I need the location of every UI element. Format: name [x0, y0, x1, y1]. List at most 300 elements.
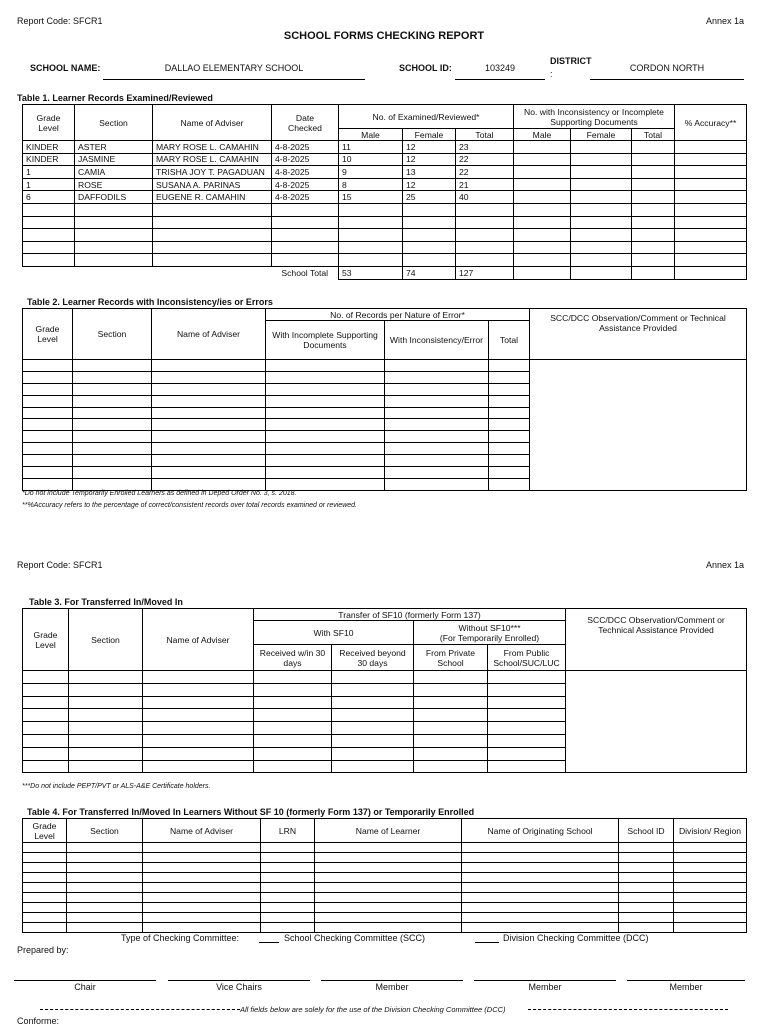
t3-table-row [23, 671, 747, 684]
t3-table-cell [143, 671, 254, 684]
dcc-note: All fields below are solely for the use of the Division Checking Committee (DCC) [240, 1005, 506, 1014]
t4-table-cell [315, 853, 462, 863]
t3-table-cell [69, 722, 143, 735]
t1-table-row [23, 141, 747, 154]
t1-header-inc-female: Female [571, 129, 632, 141]
t1-table-cell [571, 229, 632, 242]
t3-table-cell [69, 747, 143, 760]
t3-table-cell [414, 709, 488, 722]
t4-table-cell [674, 903, 747, 913]
t1-header-total: Total [456, 129, 514, 141]
t4-table-cell [462, 843, 619, 853]
t1-header-grade: Grade Level [23, 105, 75, 141]
t2-header-inconsistency: With Inconsistency/Error [385, 321, 489, 360]
t4-table-cell [143, 853, 261, 863]
t1-table-cell: CAMIA [75, 166, 153, 179]
t2-table-cell [266, 371, 385, 383]
t3-table-cell [488, 760, 566, 773]
t3-table-cell [254, 696, 332, 709]
t2-table-row [23, 360, 747, 372]
note-temporarily-enrolled: *Do not include Temporarily Enrolled Learners as defined in Deped Order No. 3, s. 2018. [22, 490, 297, 497]
t4-table-cell [462, 883, 619, 893]
t3-header-observation: SCC/DCC Observation/Comment or Technical Assistance Provided [566, 609, 747, 671]
t2-header-grade: Grade Level [23, 309, 73, 360]
table4 [22, 818, 747, 933]
t3-table-cell [143, 722, 254, 735]
committee-type-label: Type of Checking Committee: [121, 933, 240, 943]
t3-table-cell [143, 734, 254, 747]
t1-table-cell [514, 254, 571, 267]
t1-table-cell [339, 216, 403, 229]
committee-scc-option[interactable]: School Checking Committee (SCC) [284, 933, 426, 943]
t3-table-cell [69, 734, 143, 747]
t1-table-cell: 4-8-2025 [272, 141, 339, 154]
t2-table-cell [152, 395, 266, 407]
t1-table-cell [571, 216, 632, 229]
t3-table-cell [254, 709, 332, 722]
t1-table-cell: 15 [339, 191, 403, 204]
district-colon: : [550, 69, 553, 79]
t4-table-cell [67, 913, 143, 923]
t3-table-cell [254, 683, 332, 696]
t1-table-cell [675, 254, 747, 267]
t3-table-cell [254, 760, 332, 773]
t1-table-cell [675, 229, 747, 242]
t3-table-cell [143, 683, 254, 696]
t1-table-cell [23, 254, 75, 267]
t3-table-cell [69, 683, 143, 696]
t1-table-cell [75, 203, 153, 216]
t4-table-cell [674, 863, 747, 873]
t1-table-cell: EUGENE R. CAMAHIN [153, 191, 272, 204]
t4-table-cell [315, 893, 462, 903]
t2-table-cell [385, 443, 489, 455]
t4-table-row [23, 913, 747, 923]
t1-table-cell: JASMINE [75, 153, 153, 166]
t1-table-cell: SUSANA A. PARINAS [153, 178, 272, 191]
t3-table-cell [332, 709, 414, 722]
t3-table-cell [414, 671, 488, 684]
t1-table-row [23, 153, 747, 166]
t1-table-cell [571, 166, 632, 179]
t2-table-cell [489, 467, 530, 479]
t1-table-cell [403, 241, 456, 254]
t3-table-cell [332, 747, 414, 760]
t1-table-cell: 22 [456, 166, 514, 179]
t2-table-cell [23, 419, 73, 431]
t2-table-cell [23, 383, 73, 395]
t3-table-cell [23, 671, 69, 684]
t3-header-beyond-30: Received beyond 30 days [332, 645, 414, 671]
t4-table-cell [143, 843, 261, 853]
t2-table-cell [385, 395, 489, 407]
t4-table-cell [23, 923, 67, 933]
t1-table-cell [514, 229, 571, 242]
t1-school-total-label: School Total [272, 266, 339, 279]
t1-table-cell [632, 191, 675, 204]
t2-table-cell [266, 467, 385, 479]
t4-table-row [23, 853, 747, 863]
t2-observation-box[interactable] [530, 360, 747, 491]
t4-table-cell [67, 843, 143, 853]
table2 [22, 308, 747, 491]
t2-header-section: Section [73, 309, 152, 360]
t1-table-cell [632, 203, 675, 216]
t1-table-cell [632, 241, 675, 254]
t3-table-cell [414, 760, 488, 773]
t3-table-cell [23, 722, 69, 735]
t4-table-cell [619, 853, 674, 863]
t4-table-cell [315, 883, 462, 893]
t4-table-cell [462, 873, 619, 883]
t1-table-cell [456, 241, 514, 254]
t3-table-cell [69, 760, 143, 773]
report-code: Report Code: SFCR1 [17, 16, 103, 26]
t1-table-cell: 22 [456, 153, 514, 166]
t4-table-cell [462, 923, 619, 933]
t1-table-cell [514, 191, 571, 204]
t4-table-cell [674, 893, 747, 903]
t3-table-cell [143, 709, 254, 722]
prepared-by-label: Prepared by: [17, 945, 69, 955]
t3-table-cell [332, 683, 414, 696]
t1-table-cell: MARY ROSE L. CAMAHIN [153, 141, 272, 154]
t4-header-division: Division/ Region [674, 819, 747, 843]
t2-table-cell [152, 419, 266, 431]
t1-table-row [23, 166, 747, 179]
t1-table-cell [632, 153, 675, 166]
t3-table-cell [488, 709, 566, 722]
t1-table-cell [75, 254, 153, 267]
t4-table-cell [462, 893, 619, 903]
t4-table-row [23, 863, 747, 873]
t2-table-cell [266, 395, 385, 407]
t4-table-cell [315, 923, 462, 933]
t2-table-cell [152, 371, 266, 383]
t1-table-cell: 11 [339, 141, 403, 154]
committee-dcc-option[interactable]: Division Checking Committee (DCC) [503, 933, 649, 943]
t1-header-date: Date Checked [272, 105, 339, 141]
t4-header-lrn: LRN [261, 819, 315, 843]
t1-table-cell [153, 216, 272, 229]
t1-total-female: 74 [403, 266, 456, 279]
district-value: CORDON NORTH [629, 63, 705, 73]
t1-table-cell [456, 229, 514, 242]
t1-table-cell [675, 153, 747, 166]
t2-table-cell [23, 467, 73, 479]
t3-table-cell [23, 760, 69, 773]
t3-table-cell [23, 709, 69, 722]
t1-table-cell [272, 229, 339, 242]
t4-table-cell [143, 913, 261, 923]
t2-table-cell [489, 455, 530, 467]
t3-table-cell [414, 722, 488, 735]
t1-table-cell [272, 216, 339, 229]
t3-observation-box[interactable] [566, 671, 747, 773]
t1-table-cell: 23 [456, 141, 514, 154]
t4-table-cell [67, 903, 143, 913]
t1-table-cell [675, 203, 747, 216]
t1-table-row [23, 216, 747, 229]
t2-table-cell [152, 360, 266, 372]
t4-table-cell [23, 883, 67, 893]
t1-table-cell [571, 241, 632, 254]
t3-table-cell [332, 671, 414, 684]
note-pept: ***Do not include PEPT/PVT or ALS-A&E Certificate holders. [22, 783, 211, 790]
t4-table-cell [23, 853, 67, 863]
t2-table-cell [489, 431, 530, 443]
t3-header-without-sf10: Without SF10*** (For Temporarily Enrolled) [414, 621, 566, 645]
t4-table-cell [261, 913, 315, 923]
t3-header-transfer: Transfer of SF10 (formerly Form 137) [254, 609, 566, 621]
t3-table-cell [69, 709, 143, 722]
t3-header-public: From Public School/SUC/LUC [488, 645, 566, 671]
t3-table-cell [414, 734, 488, 747]
t2-table-cell [489, 419, 530, 431]
t1-header-inconsistency: No. with Inconsistency or Incomplete Supporting Documents [514, 105, 675, 129]
t4-table-cell [261, 873, 315, 883]
t1-table-cell [632, 141, 675, 154]
t2-table-cell [152, 467, 266, 479]
t4-table-cell [674, 913, 747, 923]
t3-table-cell [332, 734, 414, 747]
t4-table-cell [619, 903, 674, 913]
t4-table-cell [261, 883, 315, 893]
t3-table-cell [488, 722, 566, 735]
t1-table-cell [514, 203, 571, 216]
t4-header-adviser: Name of Adviser [143, 819, 261, 843]
t2-table-cell [489, 478, 530, 490]
t1-table-cell [23, 241, 75, 254]
t1-total-total: 127 [456, 266, 514, 279]
report-code-2: Report Code: SFCR1 [17, 560, 103, 570]
t3-header-section: Section [69, 609, 143, 671]
t4-table-cell [143, 923, 261, 933]
t1-table-cell [272, 203, 339, 216]
t4-table-cell [619, 883, 674, 893]
school-name-value: DALLAO ELEMENTARY SCHOOL [164, 63, 304, 73]
t1-table-row [23, 254, 747, 267]
t4-table-cell [674, 843, 747, 853]
t2-table-cell [73, 407, 152, 419]
t4-table-cell [143, 893, 261, 903]
table3 [22, 608, 747, 773]
t3-table-cell [143, 760, 254, 773]
t2-header-incomplete: With Incomplete Supporting Documents [266, 321, 385, 360]
t1-table-cell [153, 203, 272, 216]
t2-table-cell [152, 431, 266, 443]
t2-table-cell [73, 360, 152, 372]
t2-table-cell [266, 383, 385, 395]
t1-table-cell [23, 216, 75, 229]
t3-table-cell [488, 671, 566, 684]
t1-table-cell [675, 166, 747, 179]
t1-table-cell [675, 191, 747, 204]
t1-table-cell [75, 216, 153, 229]
t1-table-row [23, 229, 747, 242]
t2-table-cell [152, 455, 266, 467]
t2-table-cell [385, 478, 489, 490]
t1-table-cell [632, 216, 675, 229]
t4-table-cell [674, 923, 747, 933]
t4-table-row [23, 843, 747, 853]
t4-table-cell [261, 853, 315, 863]
t1-table-cell: KINDER [23, 141, 75, 154]
t1-table-cell [339, 254, 403, 267]
t1-table-cell: 4-8-2025 [272, 178, 339, 191]
t4-table-cell [462, 903, 619, 913]
t2-table-cell [73, 395, 152, 407]
t2-header-observation: SCC/DCC Observation/Comment or Technical Assistance Provided [530, 309, 747, 360]
t4-table-cell [67, 883, 143, 893]
t2-table-cell [73, 443, 152, 455]
t3-table-cell [488, 683, 566, 696]
t1-table-row [23, 241, 747, 254]
t1-table-cell [514, 241, 571, 254]
table2-title: Table 2. Learner Records with Inconsistency/ies or Errors [27, 297, 273, 307]
signatory-chair: Chair [74, 982, 96, 992]
t1-header-male: Male [339, 129, 403, 141]
t1-table-cell [456, 216, 514, 229]
t3-table-cell [254, 722, 332, 735]
table3-title: Table 3. For Transferred In/Moved In [29, 597, 183, 607]
t1-table-cell [571, 178, 632, 191]
t1-table-cell [675, 241, 747, 254]
t4-table-cell [315, 863, 462, 873]
t4-header-learner: Name of Learner [315, 819, 462, 843]
t1-table-cell [403, 254, 456, 267]
t4-table-cell [67, 863, 143, 873]
t1-table-cell [456, 203, 514, 216]
t1-table-cell [456, 254, 514, 267]
t1-table-cell: 12 [403, 153, 456, 166]
t1-table-cell: ASTER [75, 141, 153, 154]
t2-table-cell [152, 383, 266, 395]
t2-table-cell [385, 455, 489, 467]
t4-table-cell [315, 873, 462, 883]
t3-header-adviser: Name of Adviser [143, 609, 254, 671]
t1-table-cell: 12 [403, 178, 456, 191]
t1-table-cell [339, 229, 403, 242]
t4-table-cell [619, 893, 674, 903]
t2-table-cell [266, 478, 385, 490]
t1-table-cell: 13 [403, 166, 456, 179]
t1-header-inc-total: Total [632, 129, 675, 141]
t4-table-cell [462, 853, 619, 863]
t3-table-cell [143, 696, 254, 709]
t2-table-cell [152, 443, 266, 455]
t2-table-cell [266, 360, 385, 372]
t1-table-cell [272, 241, 339, 254]
t1-table-cell: ROSE [75, 178, 153, 191]
t3-table-cell [254, 734, 332, 747]
t1-table-cell [339, 241, 403, 254]
t1-table-cell [403, 229, 456, 242]
t2-table-cell [23, 431, 73, 443]
table1 [22, 104, 747, 280]
t1-table-cell [632, 254, 675, 267]
t4-table-cell [619, 863, 674, 873]
t1-total-male: 53 [339, 266, 403, 279]
t1-table-cell [632, 178, 675, 191]
t4-table-cell [261, 903, 315, 913]
t3-table-cell [254, 747, 332, 760]
t1-header-female: Female [403, 129, 456, 141]
school-name-label: SCHOOL NAME: [30, 63, 101, 73]
t3-table-cell [488, 696, 566, 709]
t4-table-cell [143, 863, 261, 873]
t2-table-cell [266, 407, 385, 419]
t1-table-cell [632, 229, 675, 242]
t1-table-cell: 6 [23, 191, 75, 204]
t1-table-cell: TRISHA JOY T. PAGADUAN [153, 166, 272, 179]
t3-table-cell [143, 747, 254, 760]
t1-header-accuracy: % Accuracy** [675, 105, 747, 141]
t1-table-row [23, 191, 747, 204]
t1-table-cell: 4-8-2025 [272, 153, 339, 166]
t2-table-cell [73, 419, 152, 431]
t1-table-cell [153, 229, 272, 242]
t1-table-cell: 40 [456, 191, 514, 204]
t4-table-cell [674, 873, 747, 883]
t1-header-adviser: Name of Adviser [153, 105, 272, 141]
t4-table-cell [23, 903, 67, 913]
signatory-member-2: Member [528, 982, 562, 992]
t4-table-cell [619, 923, 674, 933]
t2-table-cell [23, 407, 73, 419]
t2-table-cell [266, 455, 385, 467]
t3-table-cell [23, 734, 69, 747]
t3-table-cell [414, 696, 488, 709]
t3-header-within-30: Received w/in 30 days [254, 645, 332, 671]
t1-table-cell [339, 203, 403, 216]
t2-table-cell [23, 395, 73, 407]
t1-table-cell: 4-8-2025 [272, 191, 339, 204]
t3-table-cell [254, 671, 332, 684]
t3-table-cell [488, 747, 566, 760]
t3-table-cell [23, 747, 69, 760]
t4-table-row [23, 923, 747, 933]
signatory-member-1: Member [375, 982, 409, 992]
t3-table-cell [488, 734, 566, 747]
t4-table-cell [315, 843, 462, 853]
t2-table-cell [73, 431, 152, 443]
t1-table-cell [23, 229, 75, 242]
t1-table-cell [272, 254, 339, 267]
t1-table-cell: 4-8-2025 [272, 166, 339, 179]
t1-table-cell [675, 141, 747, 154]
t1-table-cell [675, 178, 747, 191]
t2-table-cell [152, 478, 266, 490]
t1-table-cell: 21 [456, 178, 514, 191]
t4-table-cell [619, 843, 674, 853]
t4-table-cell [674, 883, 747, 893]
t2-header-total: Total [489, 321, 530, 360]
t2-table-cell [73, 455, 152, 467]
t4-table-cell [143, 873, 261, 883]
t2-table-cell [73, 383, 152, 395]
t1-table-cell: DAFFODILS [75, 191, 153, 204]
t2-table-cell [385, 383, 489, 395]
t2-table-cell [23, 443, 73, 455]
t1-table-cell [571, 191, 632, 204]
t2-table-cell [266, 431, 385, 443]
t1-table-cell [632, 166, 675, 179]
t4-table-cell [674, 853, 747, 863]
annex-label: Annex 1a [705, 16, 744, 26]
t1-table-cell [153, 254, 272, 267]
t1-table-cell: KINDER [23, 153, 75, 166]
